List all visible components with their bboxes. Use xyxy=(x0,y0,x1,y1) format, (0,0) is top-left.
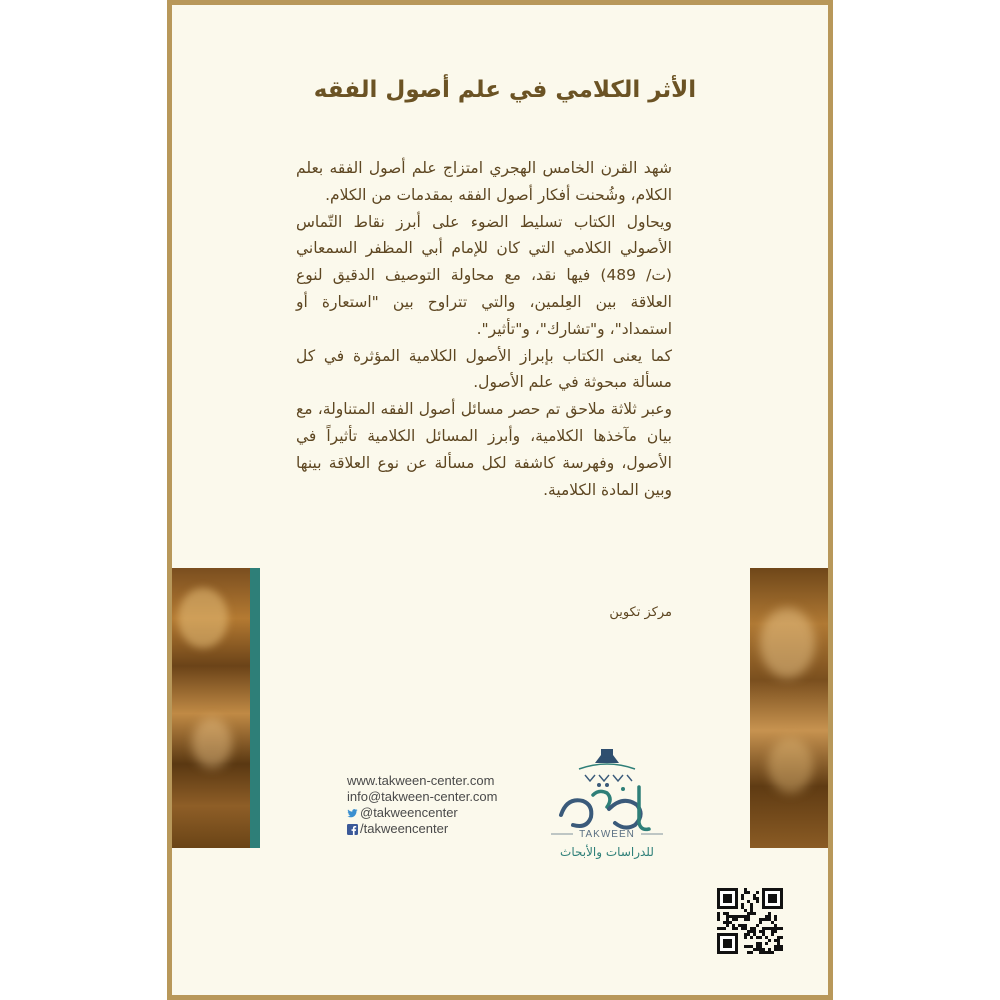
book-back-cover xyxy=(167,0,833,1000)
qr-code[interactable] xyxy=(717,888,783,954)
blurb-paragraph: شهد القرن الخامس الهجري امتزاج علم أصول الفقه بعلم الكلام، وشُحنت أفكار أصول الفقه بمقدمات من الكلام. xyxy=(296,159,672,204)
facebook-handle: /takweencenter xyxy=(360,821,449,836)
decorative-art-left xyxy=(172,568,250,848)
teal-accent-strip xyxy=(250,568,260,848)
blurb-paragraph: ويحاول الكتاب تسليط الضوء على أبرز نقاط التّماس الأصولي الكلامي التي كان للإمام أبي المظفر السمعاني (ت/ 489) فيها نقد، مع محاولة التوصيف الدقيق لنوع العلاقة بين العِلمين، والتي تتراوح بين "استعارة أو استمداد"، و"تشارك"، و"تأثير". xyxy=(296,212,672,338)
facebook-f-icon xyxy=(347,824,358,835)
website-link[interactable] xyxy=(347,773,547,789)
decorative-art-right xyxy=(750,568,828,848)
facebook-link[interactable] xyxy=(347,821,547,837)
email-link[interactable] xyxy=(347,789,547,805)
email-text: info@takween-center.com xyxy=(347,789,498,804)
twitter-bird-icon xyxy=(347,808,358,819)
logo-latin-text: TAKWEEN xyxy=(579,829,635,840)
logo-tagline: للدراسات والأبحاث xyxy=(560,845,654,859)
publisher-signature: مركز تكوين xyxy=(609,605,672,620)
blurb-paragraph: وعبر ثلاثة ملاحق تم حصر مسائل أصول الفقه المتناولة، مع بيان مآخذها الكلامية، وأبرز المسائل الكلامية تأثيراً في الأصول، وفهرسة كاشفة لكل مسألة عن نوع العلاقة بينها وبين المادة الكلامية. xyxy=(296,400,672,499)
website-text: www.takween-center.com xyxy=(347,773,495,788)
blurb xyxy=(296,155,672,503)
contact-block xyxy=(347,773,547,837)
book-title: الأثر الكلامي في علم أصول الفقه xyxy=(313,77,697,103)
twitter-handle: @takweencenter xyxy=(360,805,458,820)
blurb-paragraph: كما يعنى الكتاب بإبراز الأصول الكلامية المؤثرة في كل مسألة مبحوثة في علم الأصول. xyxy=(296,346,672,392)
twitter-link[interactable] xyxy=(347,805,547,821)
